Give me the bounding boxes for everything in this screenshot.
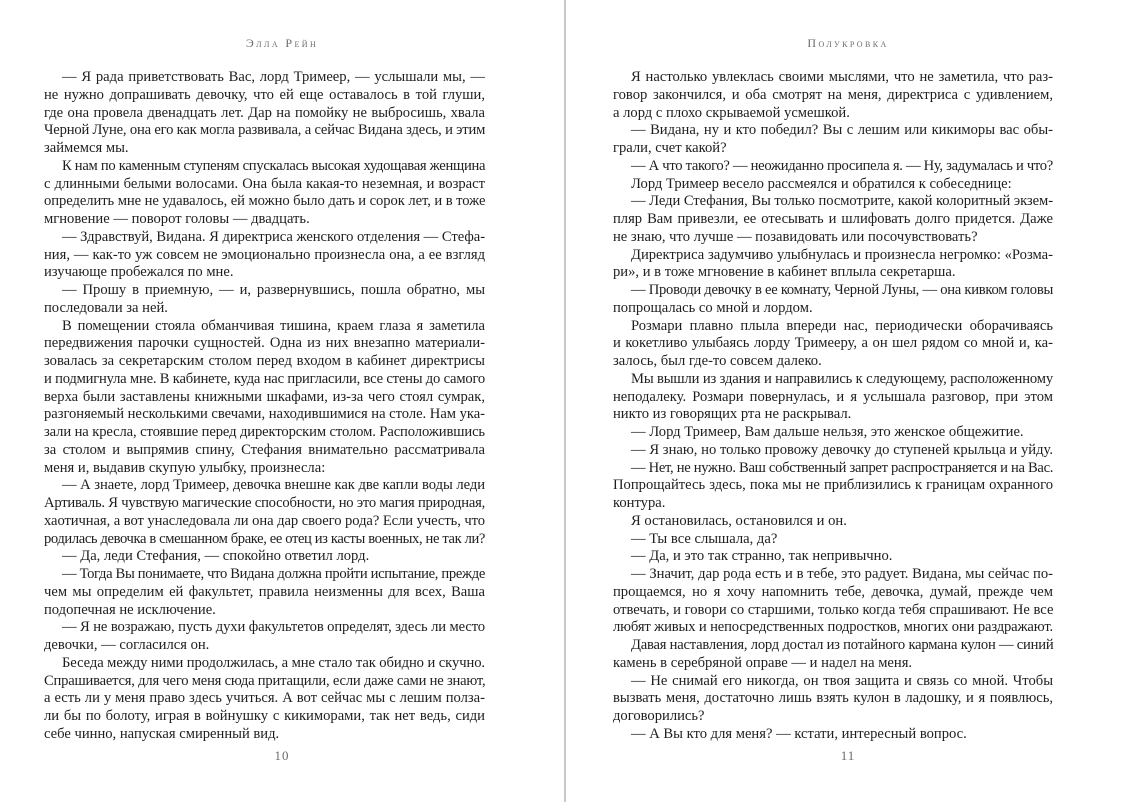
text-line: ли бы по болоту, играя в войнушку с кикиморами, так нет ведь, сиди (44, 708, 485, 724)
text-line: ри», и в тоже мгновение в кабинет вплыла секретарша. (613, 264, 956, 281)
text-line: отвечать, и говори со старшими, только когда тебя спрашивают. Не все (613, 601, 1054, 618)
text-line: В помещении стояла обманчивая тишина, краем глаза я заметила (62, 317, 485, 334)
text-line: говор закончился, и оба смотрят на меня, директриса с удивлением, (613, 86, 1053, 103)
text-line: верха были заставлены книжными шкафами, из-за чего стоял сумрак, (44, 388, 485, 405)
text-line: — Ты все слышала, да? (631, 530, 778, 547)
text-line: — Тогда Вы понимаете, что Видана должна пройти испытание, прежде (62, 566, 485, 582)
text-line: — Я не возражаю, пусть духи факультетов определят, здесь ли место (62, 619, 485, 636)
text-line: Давая наставления, лорд достал из потайного кармана кулон — синий (631, 637, 1054, 653)
text-line: не знаю, что лучше — позавидовать или посочувствовать? (613, 228, 978, 245)
text-line: и подмигнула мне. В кабинете, куда нас пригласили, все стены до самого (44, 370, 485, 387)
text-line: пляр Вам привезли, ее отесывать и шлифовать долго придется. Даже (613, 211, 1053, 227)
text-line: последовали за ней. (44, 299, 168, 316)
text-line: — Леди Стефания, Вы только посмотрите, какой колоритный экзем- (631, 193, 1053, 210)
text-line: Директриса задумчиво улыбнулась и произнесла негромко: «Розма- (631, 246, 1053, 263)
text-line: прощаемся, но я хочу напомнить тебе, девочка, думай, прежде чем (613, 583, 1053, 600)
text-line: — Проводи девочку в ее комнату, Черной Луны, — она кивком головы (631, 282, 1053, 298)
text-line: родилась девочка в смешанном браке, ее отец из касты военных, не так ли? (44, 530, 485, 547)
text-line: договорились? (613, 708, 705, 724)
text-line: Розмари плавно плыла впереди нас, периодически оборачиваясь (631, 317, 1053, 334)
right-page (566, 0, 1130, 802)
text-line: — Значит, дар рода есть и в тебе, это радует. Видана, мы сейчас по- (631, 566, 1053, 582)
text-line: а есть ли у меня право здесь учиться. А вот сейчас мы с лешим полза- (44, 690, 485, 707)
text-line: — А что такого? — неожиданно просипела я. — Ну, задумалась и что? (631, 157, 1053, 174)
text-line: Мы вышли из здания и направились к следующему, расположенному (631, 370, 1053, 387)
text-line: Черной Луне, она его как могла развивала, а сейчас Видана здесь, и этим (44, 122, 486, 139)
text-line: мгновение — поворот головы — двадцать. (44, 211, 310, 227)
text-line: а лорд с плохо скрываемой усмешкой. (613, 104, 850, 121)
text-line: вызвать меня, достаточно лишь взять кулон в ладошку, и я появлюсь, (613, 690, 1053, 707)
text-line: подопечная не исключение. (44, 601, 216, 618)
text-line: — Здравствуй, Видана. Я директриса женского отделения — Стефа- (62, 228, 486, 245)
text-line: камень в серебряной оправе — и надел на меня. (613, 654, 913, 671)
text-line: — А Вы кто для меня? — кстати, интересный вопрос. (631, 725, 967, 742)
text-line: Я настолько увлеклась своими мыслями, что не заметила, что раз- (631, 69, 1053, 85)
page-number: 10 (274, 748, 290, 763)
text-line: — Я знаю, но только провожу девочку до ступеней крыльца и уйду. (631, 441, 1053, 458)
text-line: — Лорд Тримеер, Вам дальше нельзя, это женское общежитие. (631, 424, 1024, 440)
text-line: с длинными белыми волосами. Она была какая-то неземная, и возраст (44, 175, 485, 192)
text-line: — Я рада приветствовать Вас, лорд Тримеер, — услышали мы, — (62, 69, 485, 85)
text-line: Спрашивается, для чего меня сюда притащили, если даже сами не знают, (44, 672, 486, 689)
text-line: Артиваль. Я чувствую магические способности, но это магия природная, (44, 495, 486, 511)
text-line: где она провела двенадцать лет. Дар на помойку не выбросишь, хвала (44, 104, 485, 121)
text-line: никто из говорящих рта не раскрывал. (613, 406, 852, 423)
text-line: залось, был где-то совсем далеко. (613, 353, 822, 369)
text-line: девочки, — согласился он. (44, 637, 210, 653)
text-line: передвижения парочки сущностей. Одна из них внезапно материали- (44, 335, 485, 352)
text-line: — А знаете, лорд Тримеер, девочка внешне как две капли воды леди (62, 477, 485, 494)
text-line: попрощалась со мной и лордом. (613, 299, 813, 316)
text-line: зали на кресла, стоявшие перед директорским столом. Расположившись (44, 424, 485, 440)
text-line: разгоняемый несколькими свечами, находившимися на столе. Нам ука- (44, 406, 485, 423)
body-text (613, 69, 1053, 744)
text-line: себе чинно, напуская смиренный вид. (44, 725, 280, 742)
text-line: Я остановилась, остановился и он. (631, 512, 847, 529)
text-line: изучающе пробежался по мне. (44, 264, 234, 281)
running-head-title: Полукровка (807, 36, 889, 50)
text-line: и кокетливо улыбаясь лорду Тримееру, а он шел рядом со мной и, ка- (613, 335, 1053, 352)
text-line: меня и, выдавив скупую улыбку, произнесла: (44, 459, 326, 476)
page-number: 11 (840, 748, 856, 763)
left-page (0, 0, 564, 802)
text-line: не нужно допрашивать девочку, что ей еще оставалось в той глуши, (44, 86, 485, 103)
text-line: определить мне не удавалось, ей можно было дать и сорок лет, и в тоже (44, 193, 486, 210)
text-line: за столом и выпрямив спину, Стефания внимательно рассматривала (44, 441, 485, 458)
text-line: К нам по каменным ступеням спускалась высокая худощавая женщина (62, 157, 486, 174)
text-line: займемся мы. (44, 140, 129, 156)
text-line: — Нет, не нужно. Ваш собственный запрет распространяется и на Вас. (631, 459, 1054, 476)
text-line: ния, — как-то уж совсем не эмоционально произнесла она, а ее взгляд (44, 246, 485, 263)
text-line: — Да, леди Стефания, — спокойно ответил лорд. (62, 548, 370, 565)
text-line: зовалась за секретарским столом перед входом в кабинет директрисы (44, 353, 485, 369)
text-line: контура. (613, 495, 666, 511)
text-line: хаотичная, а вот унаследовала ли она дар своего рода? Если учесть, что (44, 512, 485, 529)
text-line: — Видана, ну и кто победил? Вы с лешим или кикиморы вас обы- (631, 122, 1053, 139)
running-head-author: Элла Рейн (245, 36, 319, 50)
text-line: — Не снимай его никогда, он твоя защита и связь со мной. Чтобы (631, 672, 1053, 689)
text-line: любят живых и непосредственных подростков, многих они раздражают. (613, 619, 1053, 636)
text-line: грали, счет какой? (613, 140, 727, 156)
text-line: чем мы определим ей факультет, правила неизменны для всех, Ваша (44, 583, 485, 600)
text-line: неподалеку. Розмари повернулась, и я услышала разговор, при этом (613, 388, 1053, 405)
text-line: Беседа между ними продолжилась, а мне стало так обидно и скучно. (62, 654, 485, 671)
text-line: Лорд Тримеер весело рассмеялся и обратился к собеседнице: (631, 175, 1012, 192)
text-line: — Да, и это так странно, так непривычно. (631, 548, 893, 565)
text-line: — Прошу в приемную, — и, развернувшись, пошла обратно, мы (62, 282, 485, 298)
body-text (44, 69, 485, 744)
text-line: Попрощайтесь здесь, пока мы не приблизились к границам охранного (613, 477, 1053, 494)
